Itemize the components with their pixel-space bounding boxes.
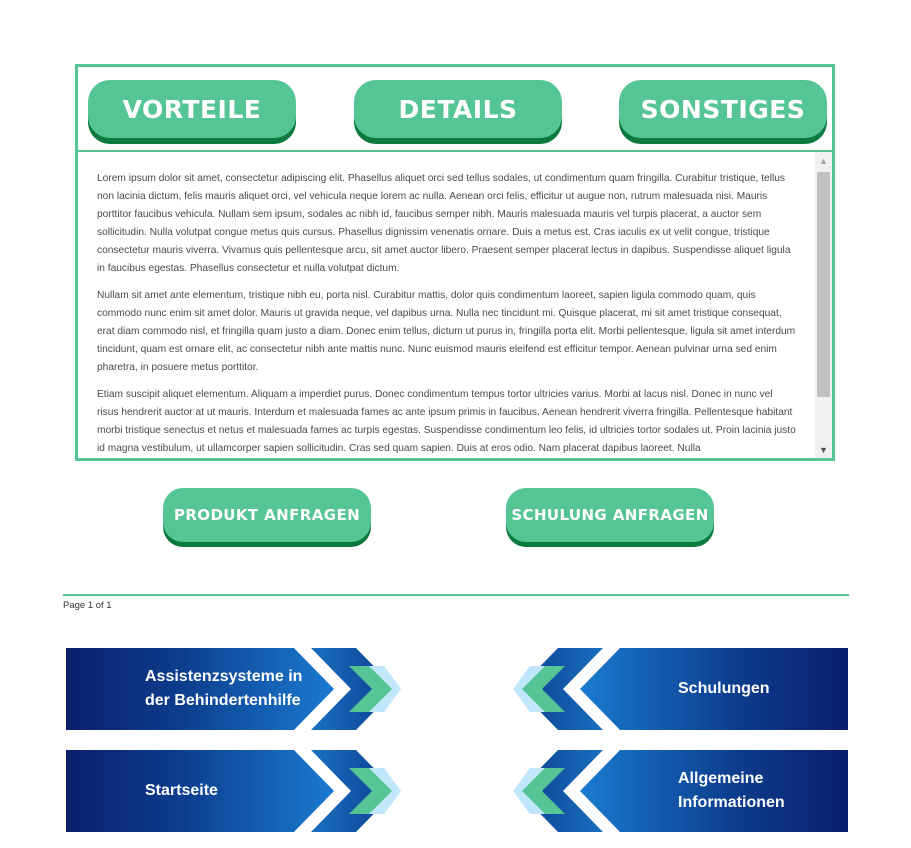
nav-label-startseite: Startseite [145,782,218,799]
content-paragraph: Nullam sit amet ante elementum, tristique nibh eu, porta nisl. Curabitur mattis, dolor quis condimentum laoreet, sapien ligula commodo quam, quis commodo nunc enim sit amet dolor. Mauris ut gravida neque, vel dapibus urna. Nulla nec tincidunt mi. Quisque placerat, mi sit amet tristique consequat, erat diam commodo nisl, et fringilla quam justo a diam. Donec enim tellus, dictum ut purus in, fringilla porta elit. Morbi pellentesque, ligula sit amet interdum tincidunt, quam est ornare elit, ac consectetur nibh ante mattis nunc. Nunc euismod mauris eleifend est efficitur tempor. Aenean pulvinar urna sed enim pharetra, in posuere metus porttitor. [97,290,796,373]
scroll-up-arrow-icon[interactable]: ▲ [819,155,828,166]
nav-label-line: der Behindertenhilfe [145,692,301,709]
nav-label-assistenzsysteme [145,665,302,713]
scrollbar-thumb[interactable] [817,172,830,397]
nav-banner-schulungen[interactable] [513,648,848,730]
content-scrollbar[interactable] [815,152,832,458]
nav-label-line: Allgemeine [678,770,764,787]
nav-label-allgemeine-informationen [678,767,785,815]
nav-banner-assistenzsysteme[interactable] [66,648,401,730]
scroll-down-arrow-icon[interactable]: ▼ [819,444,828,455]
tab-sonstiges[interactable]: SONSTIGES [619,80,827,138]
content-paragraph: Etiam suscipit aliquet elementum. Aliquam a imperdiet purus. Donec condimentum tempus tortor ultricies varius. Morbi at lacus nisl. Donec in nunc vel risus hendrerit auctor at ut mauris. Interdum et malesuada fames ac ante ipsum primis in faucibus. Aenean hendrerit viverra fringilla. Pellentesque habitant morbi tristique senectus et netus et malesuada fames ac turpis egestas. Suspendisse condimentum leo felis, id ultricies tortor sodales ut. Proin lacinia justo id magna vestibulum, ut ullamcorper sapien sollicitudin. Cras sed quam sapien. Duis at eros odio. Nam placerat dapibus laoreet. Nulla [97,389,796,454]
tab-bar [78,67,832,152]
tab-vorteile[interactable]: VORTEILE [88,80,296,138]
schulung-anfragen-button[interactable]: SCHULUNG ANFRAGEN [506,488,714,542]
page-info: Page 1 of 1 [63,600,112,611]
nav-label-schulungen: Schulungen [678,680,770,697]
nav-label-line: Informationen [678,794,785,811]
nav-label-line: Assistenzsysteme in [145,668,303,685]
content-paragraph: Lorem ipsum dolor sit amet, consectetur adipiscing elit. Phasellus aliquet orci sed tellus sodales, ut condimentum quam fringilla. Curabitur tristique, tellus non lacinia dictum, felis mauris aliquet orci, vel vehicula neque lorem ac nulla. Aenean orci felis, efficitur ut augue non, rutrum malesuada nisi. Mauris porttitor faucibus vehicula. Nullam sem ipsum, sodales ac nibh id, faucibus semper nibh. Mauris malesuada mauris vel turpis placerat, a auctor sem sollicitudin. Nulla volutpat congue metus quis cursus. Phasellus dignissim venenatis ornare. Duis a metus est. Cras iaculis ex ut velit congue, tristique consectetur mauris viverra. Vivamus quis pellentesque arcu, sit amet auctor libero. Praesent semper placerat lectus in dapibus. Suspendisse aliquet ligula in faucibus egestas. Phasellus consectetur et nulla volutpat dictum. [97,173,791,274]
nav-banner-allgemeine-informationen[interactable] [513,750,848,832]
right-chevron-banner-icon [66,750,401,832]
produkt-anfragen-button[interactable]: PRODUKT ANFRAGEN [163,488,371,542]
tab-panel-frame [75,64,835,461]
footer-divider [63,594,849,596]
nav-banner-startseite[interactable] [66,750,401,832]
tab-content [78,152,815,458]
tab-details[interactable]: DETAILS [354,80,562,138]
